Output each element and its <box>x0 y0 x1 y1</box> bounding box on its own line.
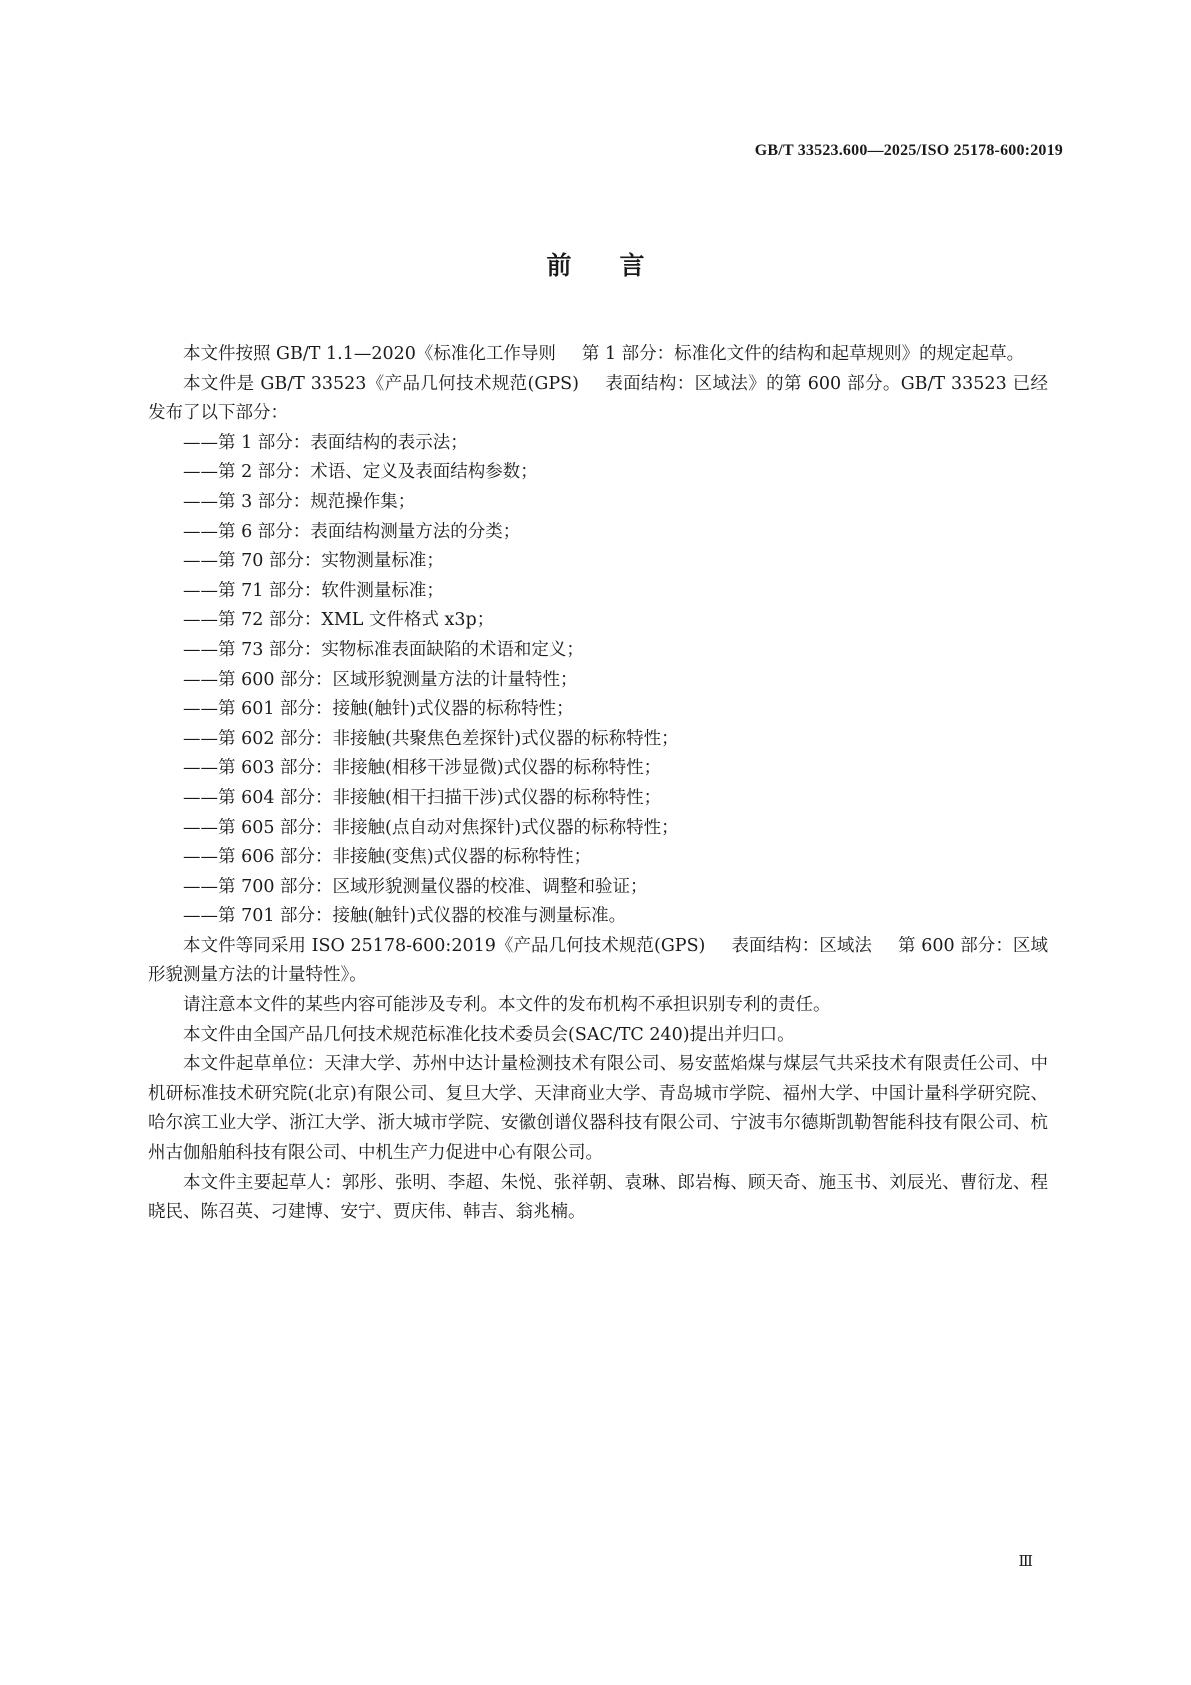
list-item: ——第 600 部分：区域形貌测量方法的计量特性； <box>183 669 578 690</box>
list-item: ——第 603 部分：非接触(相移干涉显微)式仪器的标称特性； <box>183 758 662 779</box>
paragraph-drafters: 本文件主要起草人：郭彤、张明、李超、朱悦、张祥朝、袁琳、郎岩梅、顾天奇、施玉书、刘辰光、曹衍龙、程晓民、陈召英、刁建博、安宁、贾庆伟、韩吉、翁兆楠。 <box>148 1172 1048 1223</box>
paragraph-drafting-rules: 本文件按照 GB/T 1.1—2020《标准化工作导则 第 1 部分：标准化文件的结构和起草规则》的规定起草。 <box>183 344 1025 364</box>
list-item: ——第 2 部分：术语、定义及表面结构参数； <box>183 462 538 483</box>
list-item: ——第 72 部分：XML 文件格式 x3p； <box>183 610 495 631</box>
list-item: ——第 604 部分：非接触(相干扫描干涉)式仪器的标称特性； <box>183 787 662 808</box>
list-item: ——第 70 部分：实物测量标准； <box>183 551 444 572</box>
list-item: ——第 700 部分：区域形貌测量仪器的校准、调整和验证； <box>183 876 648 897</box>
list-item: ——第 601 部分：接触(触针)式仪器的标称特性； <box>183 699 574 720</box>
list-item: ——第 73 部分：实物标准表面缺陷的术语和定义； <box>183 639 584 660</box>
parts-list <box>148 429 1048 932</box>
list-item: ——第 701 部分：接触(触针)式仪器的校准与测量标准。 <box>183 906 627 927</box>
paragraph-patent-notice: 请注意本文件的某些内容可能涉及专利。本文件的发布机构不承担识别专利的责任。 <box>183 995 831 1016</box>
page-number: Ⅲ <box>1018 1554 1033 1570</box>
paragraph-adoption: 本文件等同采用 ISO 25178-600:2019《产品几何技术规范(GPS) 表面结构：区域法 第 600 部分：区域形貌测量方法的计量特性》。 <box>148 935 1048 986</box>
list-item: ——第 1 部分：表面结构的表示法； <box>183 432 468 453</box>
page-title: 前言 <box>546 251 693 280</box>
paragraph-drafting-units: 本文件起草单位：天津大学、苏州中达计量检测技术有限公司、易安蓝焰煤与煤层气共采技术有限责任公司、中机研标准技术研究院(北京)有限公司、复旦大学、天津商业大学、青岛城市学院、福州大学、中国计量科学研究院、哈尔滨工业大学、浙江大学、浙大城市学院、安徽创谱仪器科技有限公司、宁波韦尔德斯凯勒智能科技有限公司、杭州古伽船舶科技有限公司、中机生产力促进中心有限公司。 <box>148 1054 1048 1164</box>
paragraph-proposer: 本文件由全国产品几何技术规范标准化技术委员会(SAC/TC 240)提出并归口。 <box>183 1024 795 1045</box>
list-item: ——第 3 部分：规范操作集； <box>183 491 416 512</box>
foreword-body <box>148 340 1048 1228</box>
list-item: ——第 6 部分：表面结构测量方法的分类； <box>183 521 521 542</box>
list-item: ——第 606 部分：非接触(变焦)式仪器的标称特性； <box>183 847 592 868</box>
list-item: ——第 602 部分：非接触(共聚焦色差探针)式仪器的标称特性； <box>183 728 679 749</box>
list-item: ——第 605 部分：非接触(点自动对焦探针)式仪器的标称特性； <box>183 817 679 838</box>
standard-code: GB/T 33523.600—2025/ISO 25178-600:2019 <box>754 142 1063 159</box>
list-item: ——第 71 部分：软件测量标准； <box>183 580 444 601</box>
paragraph-series-intro: 本文件是 GB/T 33523《产品几何技术规范(GPS) 表面结构：区域法》的第 600 部分。GB/T 33523 已经发布了以下部分： <box>148 373 1048 424</box>
